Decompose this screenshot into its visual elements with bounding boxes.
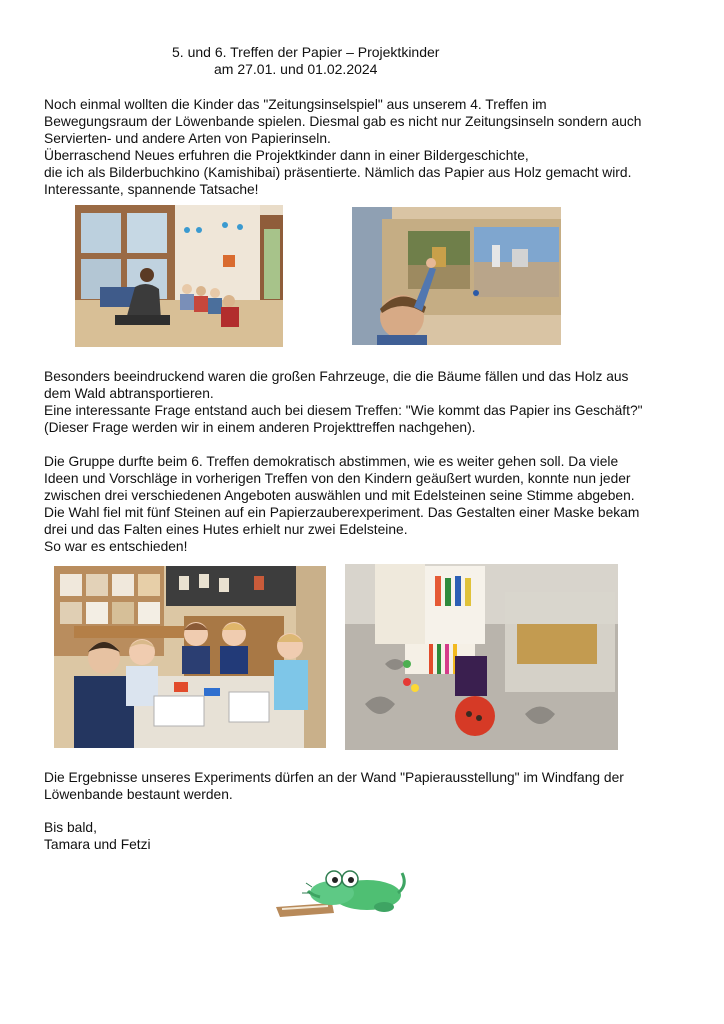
paragraph-vehicles: [44, 368, 694, 436]
text-line: So war es entschieden!: [44, 539, 188, 554]
text-line: Servierten- und andere Arten von Papierinseln.: [44, 131, 331, 146]
text-line: Die Wahl fiel mit fünf Steinen auf ein Papierzauberexperiment. Das Gestalten einer Maske bekam: [44, 505, 640, 520]
text-line: Besonders beeindruckend waren die großen Fahrzeuge, die die Bäume fällen und das Holz aus: [44, 369, 629, 384]
photo-kamishibai: [352, 207, 561, 345]
closing-greeting: Bis bald,: [44, 820, 97, 835]
text-line: Die Gruppe durfte beim 6. Treffen demokratisch abstimmen, wie es weiter gehen soll. Da viele: [44, 454, 619, 469]
closing: [44, 819, 694, 853]
text-line: Löwenbande bestaunt werden.: [44, 787, 233, 802]
paragraph-intro: [44, 96, 694, 198]
text-line: Die Ergebnisse unseres Experiments dürfen an der Wand "Papierausstellung" im Windfang der: [44, 770, 624, 785]
photo-voting-table: [345, 564, 618, 750]
text-line: Eine interessante Frage entstand auch bei diesem Treffen: "Wie kommt das Papier ins Geschäft?": [44, 403, 643, 418]
mascot-reading-illustration: [272, 865, 412, 925]
text-line: Noch einmal wollten die Kinder das "Zeitungsinselspiel" aus unserem 4. Treffen im: [44, 97, 547, 112]
text-line: Überraschend Neues erfuhren die Projektkinder dann in einer Bildergeschichte,: [44, 148, 529, 163]
closing-signature: Tamara und Fetzi: [44, 837, 151, 852]
photo-movement-room: [75, 205, 283, 347]
title-line-1: 5. und 6. Treffen der Papier – Projektkinder: [172, 44, 440, 60]
title-line-2: am 27.01. und 01.02.2024: [214, 61, 378, 77]
text-line: (Dieser Frage werden wir in einem anderen Projekttreffen nachgehen).: [44, 420, 476, 435]
text-line: Ideen und Vorschläge in vorherigen Treffen von den Kindern geäußert wurden, konnte nun jeder: [44, 471, 631, 486]
paragraph-vote: [44, 453, 694, 555]
text-line: Interessante, spannende Tatsache!: [44, 182, 259, 197]
text-line: zwischen drei verschiedenen Angeboten auswählen und mit Edelsteinen seine Stimme abgeben.: [44, 488, 635, 503]
text-line: Bewegungsraum der Löwenbande spielen. Diesmal gab es nicht nur Zeitungsinseln sondern auch: [44, 114, 642, 129]
paragraph-results: [44, 769, 694, 803]
text-line: die ich als Bilderbuchkino (Kamishibai) präsentierte. Nämlich das Papier aus Holz gemacht wird.: [44, 165, 632, 180]
photo-children-table: [54, 566, 326, 748]
text-line: drei und das Falten eines Hutes erhielt nur zwei Edelsteine.: [44, 522, 408, 537]
text-line: dem Wald abtransportieren.: [44, 386, 214, 401]
document-title: [172, 44, 439, 78]
